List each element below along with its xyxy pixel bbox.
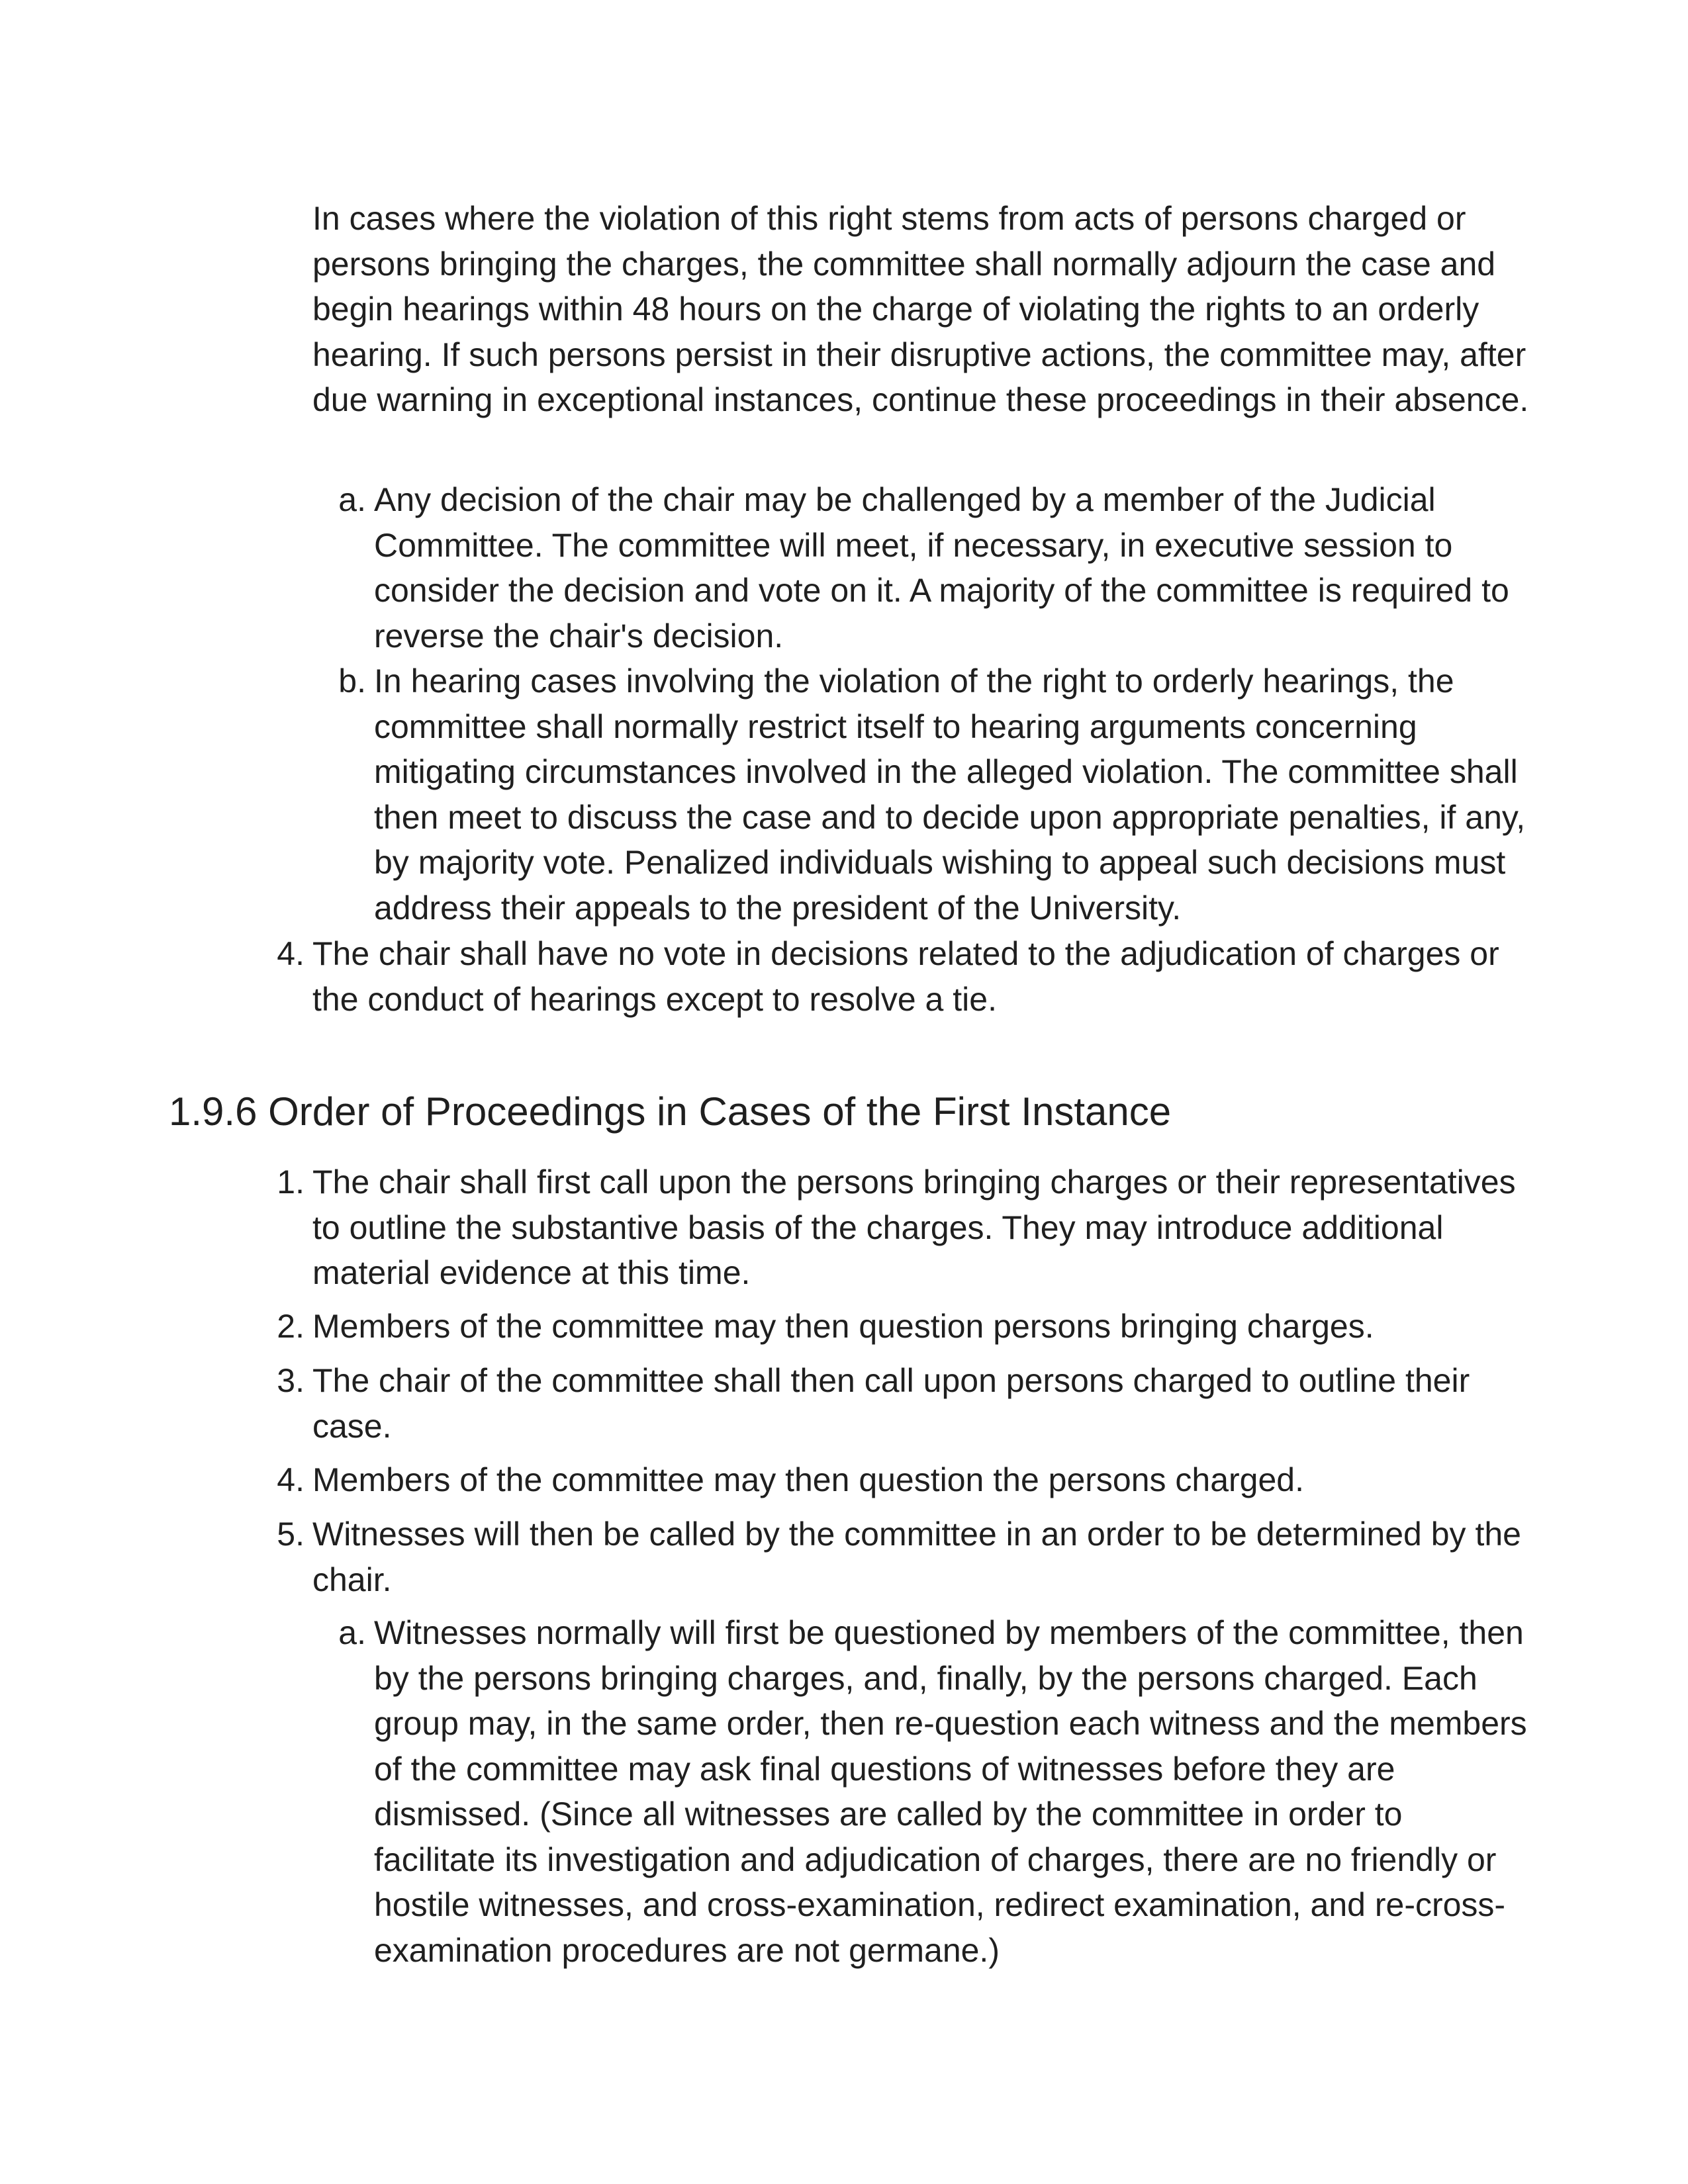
list-item-4-chair-vote <box>277 931 1530 1022</box>
list-marker: b. <box>338 662 366 700</box>
list-marker: 2. <box>277 1308 305 1345</box>
list-item-a-witnesses <box>338 1610 1532 1973</box>
list-item-1 <box>277 1160 1530 1296</box>
list-marker: a. <box>338 481 366 518</box>
list-item-text: Witnesses will then be called by the committee in an order to be determined by the chair. <box>312 1516 1521 1598</box>
list-marker: 4. <box>277 1461 305 1498</box>
list-item-a-chair-decision <box>338 477 1532 659</box>
list-item-4 <box>277 1457 1530 1503</box>
list-item-text: Members of the committee may then question persons bringing charges. <box>312 1308 1374 1345</box>
list-item-b-orderly-hearings <box>338 659 1532 931</box>
intro-paragraph: In cases where the violation of this right stems from acts of persons charged or persons bringing the charges, the committee shall normally adjourn the case and begin hearings within 48 hours on the charge of violating the rights to an orderly hearing. If such persons persist in their disruptive actions, the committee may, after due warning in exceptional instances, continue these proceedings in their absence. <box>312 200 1529 418</box>
list-item-3 <box>277 1358 1530 1449</box>
list-item-text: The chair of the committee shall then call upon persons charged to outline their case. <box>312 1362 1470 1445</box>
list-item-text: Witnesses normally will first be questioned by members of the committee, then by the persons bringing charges, and, finally, by the persons charged. Each group may, in the same order, then re-question each witness and the members of the committee may ask final questions of witnesses before they are dismissed. (Since all witnesses are called by the committee in order to facilitate its investigation and adjudication of charges, there are no friendly or hostile witnesses, and cross-examination, redirect examination, and re-cross-examination procedures are not germane.) <box>374 1614 1527 1969</box>
list-item-text: The chair shall have no vote in decisions related to the adjudication of charges or the conduct of hearings except to resolve a tie. <box>312 935 1499 1018</box>
list-marker: 5. <box>277 1516 305 1553</box>
list-item-text: Members of the committee may then question the persons charged. <box>312 1461 1304 1498</box>
list-marker: 4. <box>277 935 305 972</box>
list-item-text: In hearing cases involving the violation of the right to orderly hearings, the committee shall normally restrict itself to hearing arguments concerning mitigating circumstances involved in the alleged violation. The committee shall then meet to discuss the case and to decide upon appropriate penalties, if any, by majority vote. Penalized individuals wishing to appeal such decisions must address their appeals to the president of the University. <box>374 662 1526 927</box>
list-item-5 <box>277 1512 1530 1602</box>
list-item-text: Any decision of the chair may be challenged by a member of the Judicial Committee. The committee will meet, if necessary, in executive session to consider the decision and vote on it. A majority of the committee is required to reverse the chair's decision. <box>374 481 1509 655</box>
list-marker: a. <box>338 1614 366 1651</box>
list-item-2 <box>277 1304 1530 1349</box>
list-marker: 3. <box>277 1362 305 1399</box>
section-heading: 1.9.6 Order of Proceedings in Cases of the First Instance <box>169 1089 1172 1134</box>
list-item-text: The chair shall first call upon the persons bringing charges or their representatives to outline the substantive basis of the charges. They may introduce additional material evidence at this time. <box>312 1163 1516 1291</box>
list-marker: 1. <box>277 1163 305 1201</box>
